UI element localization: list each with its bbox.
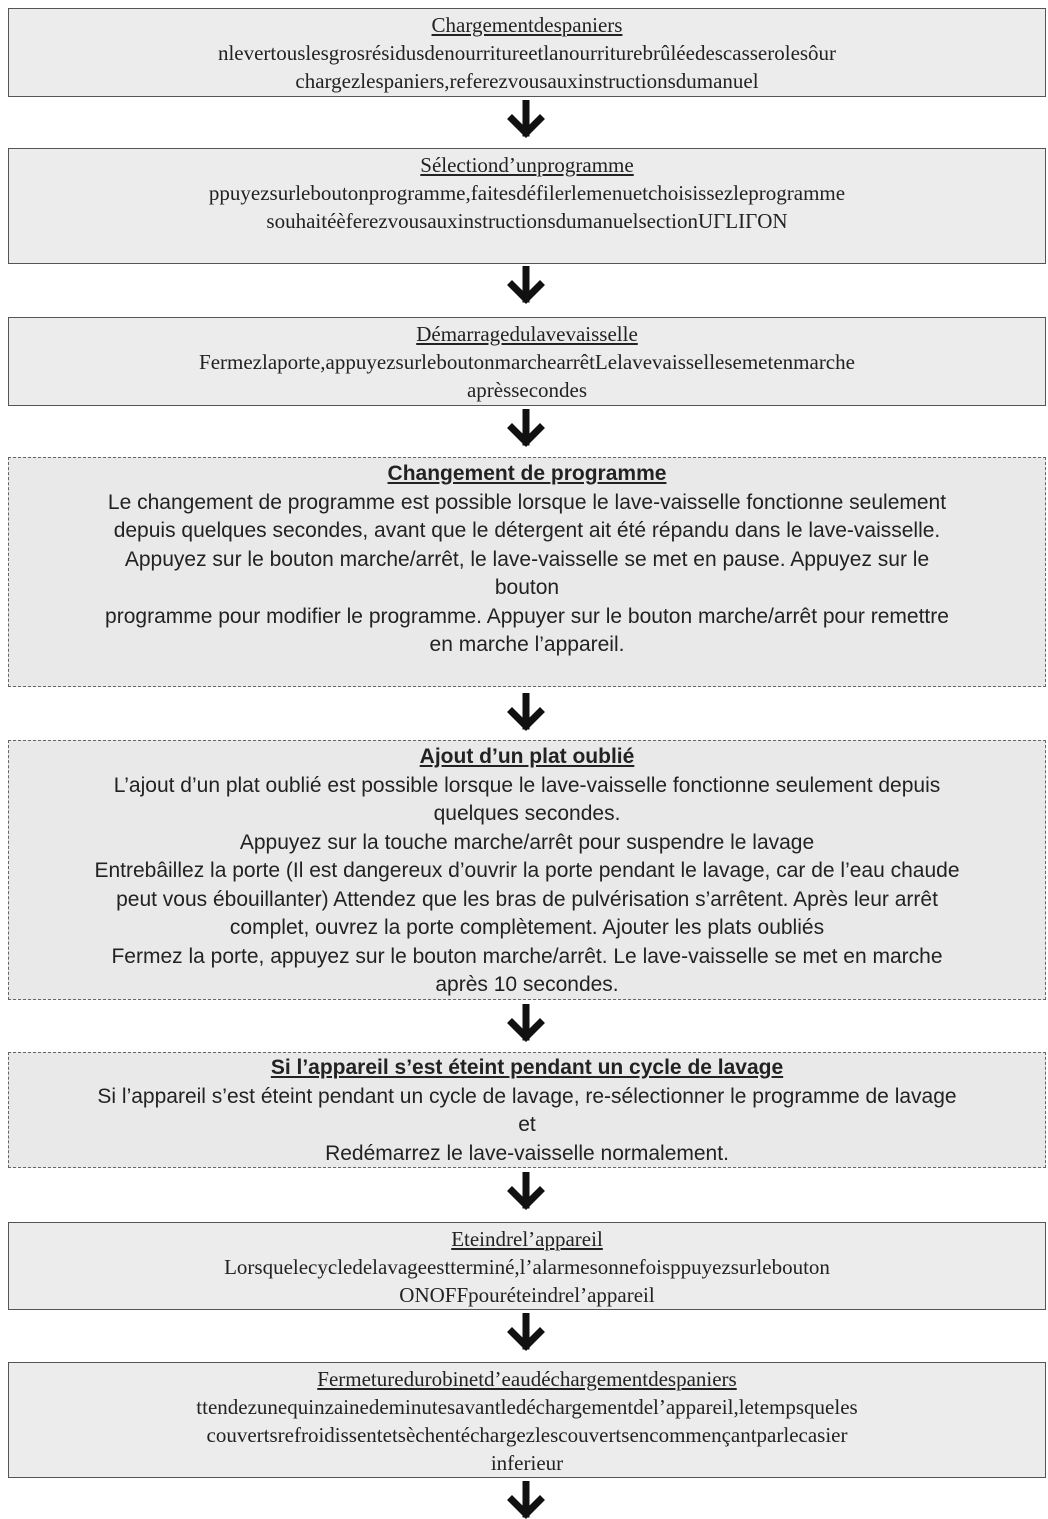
step-text: après 10 secondes. xyxy=(435,973,619,996)
arrow-down-icon xyxy=(507,1004,545,1042)
step-text: Fermezlaporte,appuyezsurleboutonmarchearrêtLelavevaissellesemetenmarche xyxy=(199,350,855,374)
arrow-down-icon xyxy=(507,266,545,304)
arrow-down-icon xyxy=(507,693,545,731)
step-title: Fermeturedurobinetd’eaudéchargementdespaniers xyxy=(317,1367,737,1391)
step-title: Démarragedulavevaisselle xyxy=(416,322,638,346)
step-text: Appuyez sur la touche marche/arrêt pour suspendre le lavage xyxy=(239,830,815,854)
step-box-power-loss xyxy=(8,1052,1046,1168)
step-text: depuis quelques secondes, avant que le détergent ait été répandu dans le lave-vaisselle. xyxy=(113,519,941,542)
step-text: complet, ouvrez la porte complètement. Ajouter les plats oubliés xyxy=(229,916,825,939)
step-text: inferieur xyxy=(490,1451,564,1475)
step-text: nlevertouslesgrosrésidusdenourritureetlanourriturebrûléedescasserolesôur xyxy=(217,41,837,65)
arrow-down-icon xyxy=(507,1313,545,1351)
step-text: ONOFFpouréteindrel’appareil xyxy=(399,1283,655,1307)
step-text: et xyxy=(518,1113,536,1136)
step-text: Fermez la porte, appuyez sur le bouton marche/arrêt. Le lave-vaisselle se met en marche xyxy=(111,944,943,968)
step-text: Entrebâillez la porte (Il est dangereux d’ouvrir la porte pendant le lavage, car de l’eau chaude xyxy=(94,859,960,882)
step-text: Si l’appareil s’est éteint pendant un cycle de lavage, re-sélectionner le programme de lavage xyxy=(97,1084,957,1108)
arrow-down-icon xyxy=(507,100,545,138)
step-text: L’ajout d’un plat oublié est possible lorsque le lave-vaisselle fonctionne seulement depuis xyxy=(113,773,941,797)
step-title: Chargementdespaniers xyxy=(431,13,623,37)
step-text: couvertsrefroidissentetsèchentéchargezlescouvertsencommençantparlecasier xyxy=(206,1423,848,1447)
step-box-add-dish xyxy=(8,740,1046,1000)
step-box-program-selection xyxy=(8,148,1046,264)
step-text: Appuyez sur le bouton marche/arrêt, le lave-vaisselle se met en pause. Appuyez sur le xyxy=(124,547,930,571)
step-text: souhaitéèferezvousauxinstructionsdumanuelsectionUΓLIΓON xyxy=(266,209,788,233)
step-box-change-program xyxy=(8,457,1046,687)
step-text: Redémarrez le lave-vaisselle normalement. xyxy=(325,1141,729,1165)
step-title: Si l’appareil s’est éteint pendant un cycle de lavage xyxy=(270,1056,784,1079)
step-title: Changement de programme xyxy=(387,462,667,485)
step-box-unload xyxy=(8,1362,1046,1478)
step-text: peut vous ébouillanter) Attendez que les bras de pulvérisation s’arrêtent. Après leur arrêt xyxy=(116,887,938,911)
step-text: en marche l’appareil. xyxy=(429,633,625,656)
step-title: Sélectiond’unprogramme xyxy=(420,153,634,177)
step-title: Eteindrel’appareil xyxy=(451,1227,603,1251)
step-text: ttendezunequinzainedeminutesavantledéchargementdel’appareil,letempsqueles xyxy=(196,1395,858,1419)
arrow-down-icon xyxy=(507,409,545,447)
step-text: ppuyezsurleboutonprogramme,faitesdéfilerlemenuetchoisissezleprogramme xyxy=(208,181,846,205)
step-text: quelques secondes. xyxy=(433,802,621,825)
step-text: bouton xyxy=(494,576,560,599)
step-text: programme pour modifier le programme. Appuyer sur le bouton marche/arrêt pour remettre xyxy=(105,604,949,628)
arrow-down-icon xyxy=(507,1481,545,1519)
step-box-loading xyxy=(8,8,1046,97)
step-title: Ajout d’un plat oublié xyxy=(419,745,635,768)
step-text: chargezlespaniers,referezvousauxinstructionsdumanuel xyxy=(295,69,759,93)
arrow-down-icon xyxy=(507,1172,545,1210)
step-text: Lorsquelecycledelavageestterminé,l’alarmesonnefoisppuyezsurlebouton xyxy=(224,1255,830,1279)
step-box-switch-off xyxy=(8,1222,1046,1310)
step-box-start xyxy=(8,317,1046,406)
step-text: Le changement de programme est possible lorsque le lave-vaisselle fonctionne seulement xyxy=(107,490,947,514)
step-text: aprèssecondes xyxy=(466,378,588,402)
